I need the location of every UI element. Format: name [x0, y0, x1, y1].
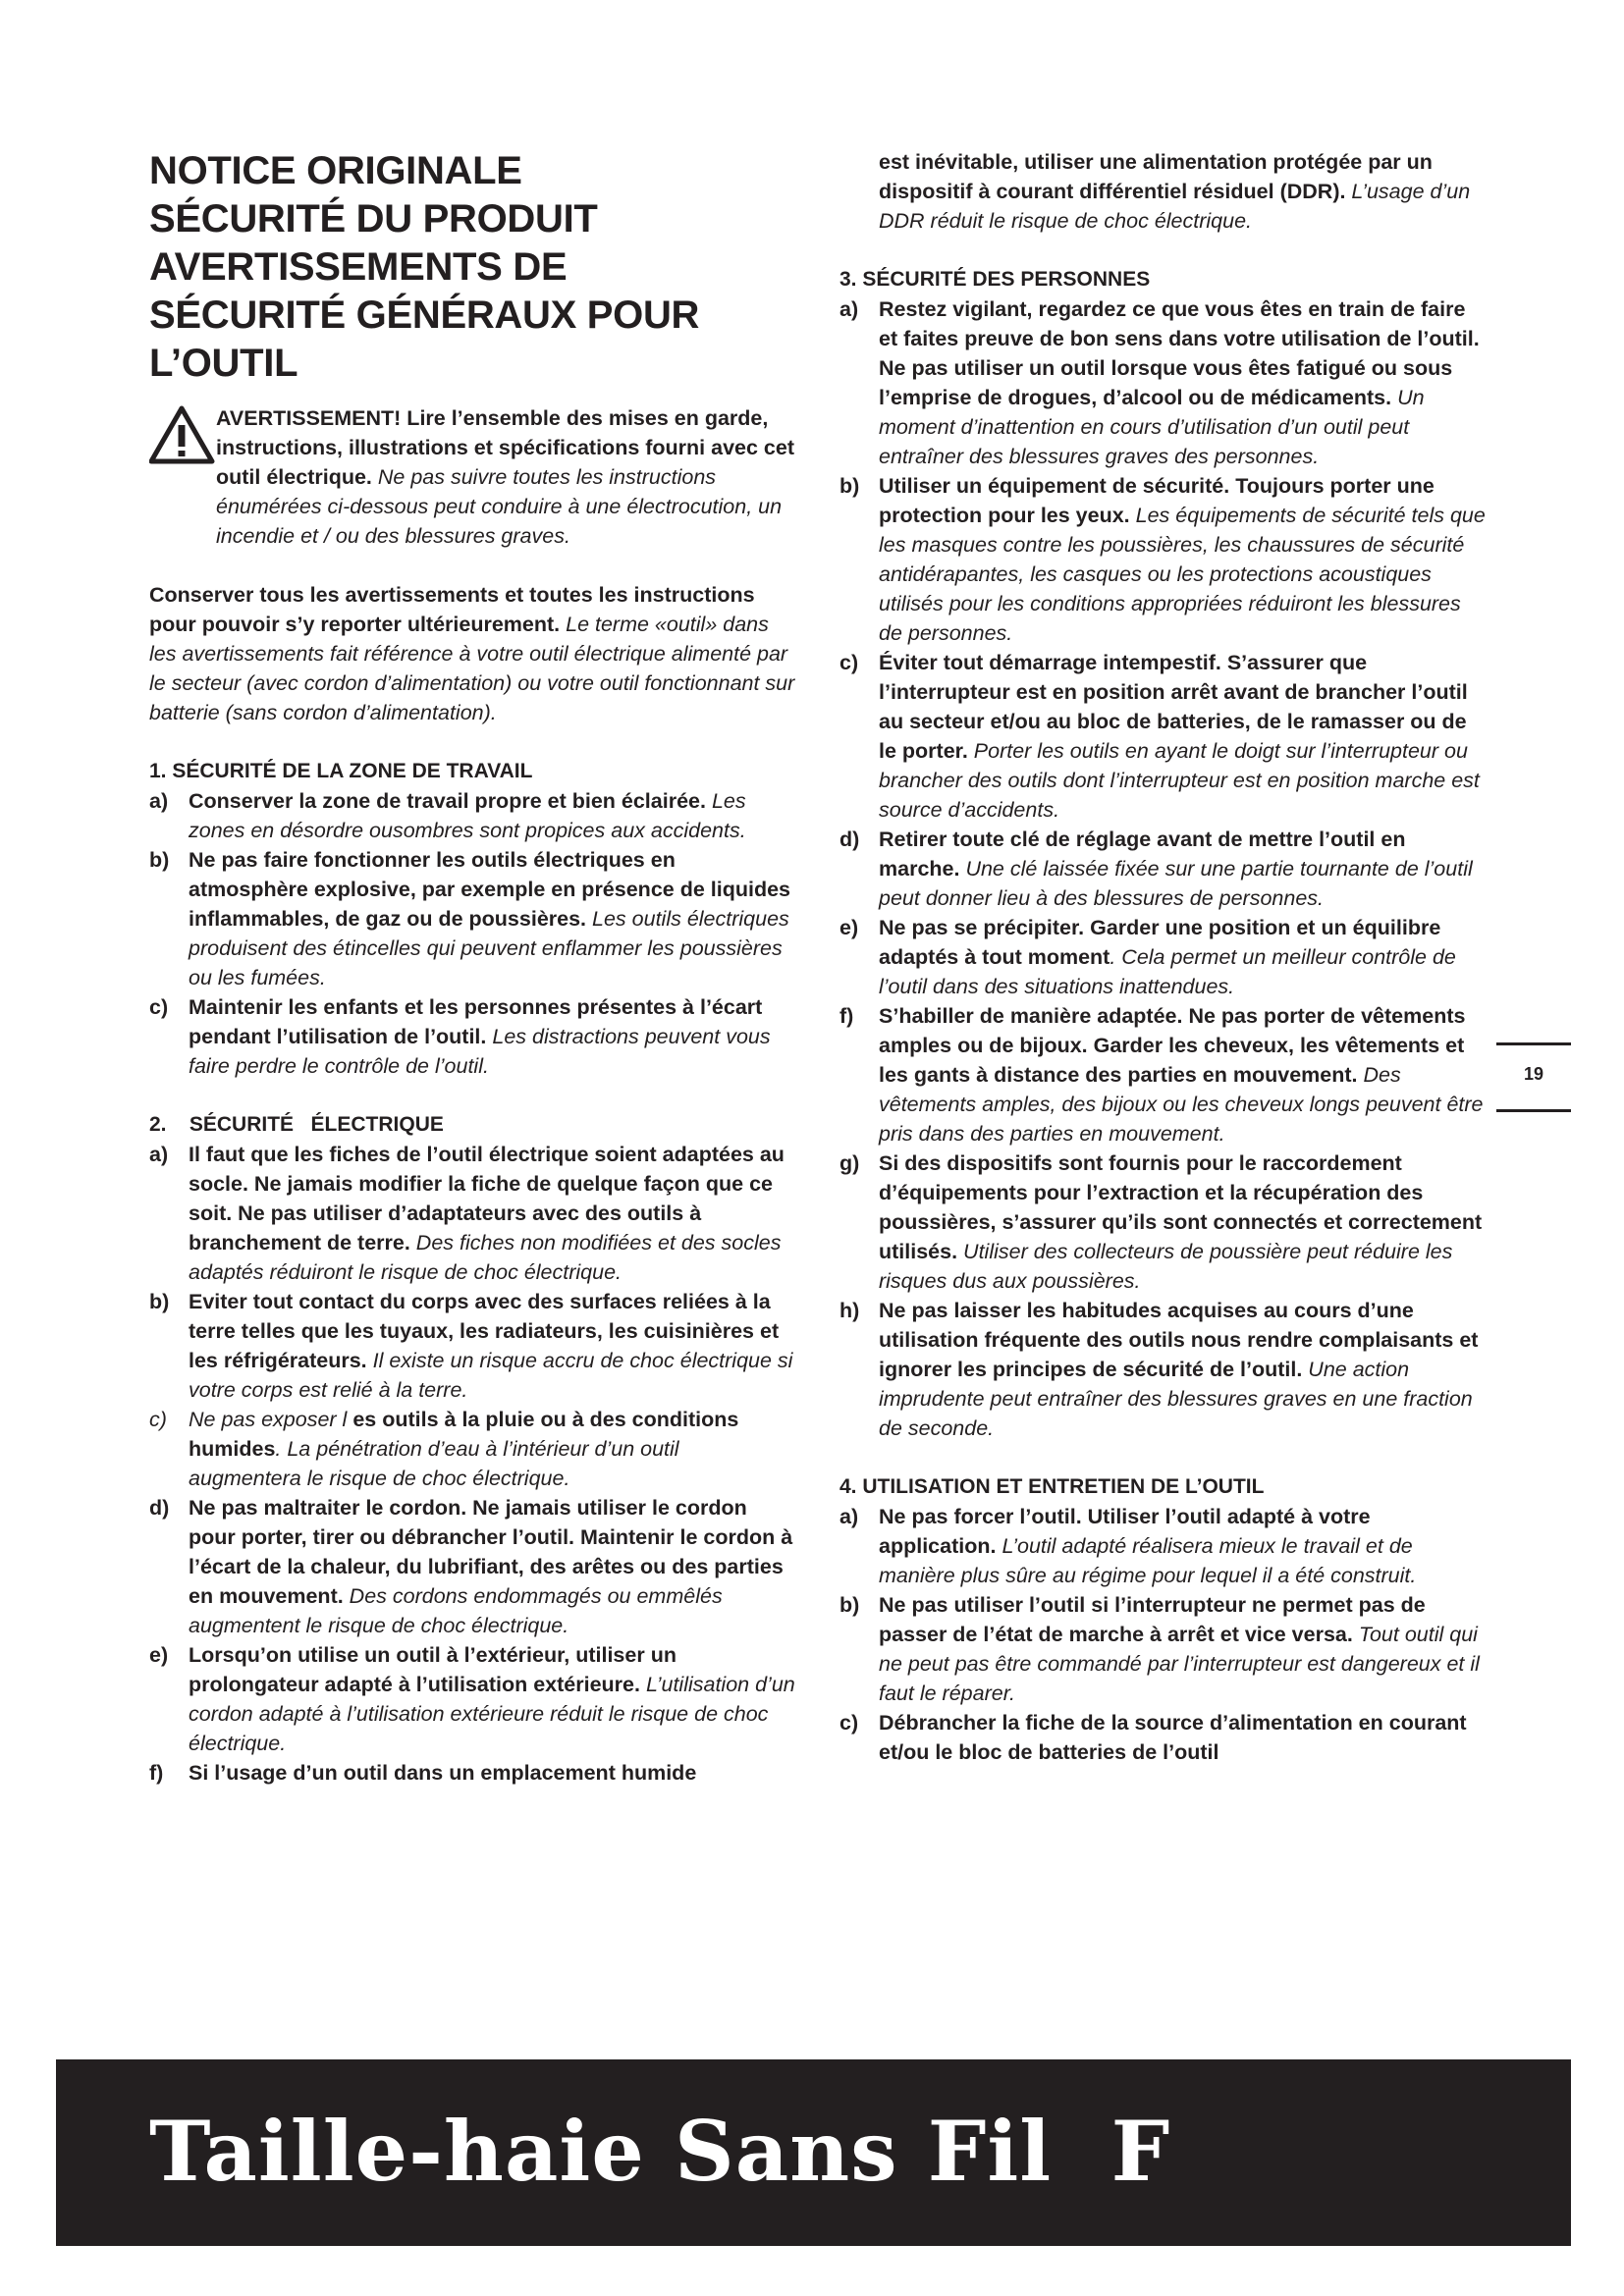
list-item-explanation: Une action imprudente peut entraîner des blessures graves en une fraction de seconde. [879, 1358, 1473, 1440]
list-item-instruction: Si des dispositifs sont fournis pour le raccordement d’équipements pour l’extraction et la récupération des poussières, s’assurer qu’ils sont connectés et correctement utilisés. [879, 1151, 1483, 1263]
section-2-list [149, 1140, 797, 1788]
list-item [149, 1640, 797, 1758]
list-item-explanation: Porter les outils en ayant le doigt sur l’interrupteur ou brancher des outils dont l’interrupteur est en position marche est source d’accidents. [879, 739, 1480, 822]
list-item-marker: g) [839, 1151, 860, 1175]
left-column [149, 147, 797, 1788]
list-item-instruction: S’habiller de manière adaptée. Ne pas porter de vêtements amples ou de bijoux. Garder les cheveux, les vêtements et les gants à distance des parties en mouvement. [879, 1004, 1466, 1087]
list-item-instruction: Eviter tout contact du corps avec des surfaces reliées à la terre telles que les tuyaux, les radiateurs, les cuisinières et les réfrigérateurs. [189, 1290, 780, 1372]
warning-triangle-icon [149, 405, 216, 464]
footer-title: Taille-haie Sans Fil F [149, 2103, 1171, 2200]
list-item-explanation: . La pénétration d’eau à l’intérieur d’un outil augmentera le risque de choc électrique. [189, 1437, 679, 1490]
list-item-marker: a) [839, 1505, 859, 1528]
list-item-instruction: Ne pas utiliser l’outil si l’interrupteur ne permet pas de passer de l’état de marche à arrêt et vice versa. [879, 1593, 1426, 1646]
list-item-explanation: L’outil adapté réalisera mieux le travail et de manière plus sûre au régime pour lequel il a été construit. [879, 1534, 1417, 1587]
warning-block [149, 403, 797, 551]
list-item [149, 1758, 797, 1788]
list-item-explanation: Une clé laissée fixée sur une partie tournante de l’outil peut donner lieu à des blessures de personnes. [879, 857, 1473, 910]
list-item-marker: b) [839, 474, 860, 498]
list-item [839, 913, 1488, 1001]
list-item [149, 845, 797, 992]
title-line-5: L’OUTIL [149, 342, 298, 385]
list-item-marker: f) [149, 1761, 164, 1785]
list-item [839, 294, 1488, 471]
page-number-rule-bottom [1496, 1109, 1571, 1112]
list-item [839, 825, 1488, 913]
list-item-explanation: Utiliser des collecteurs de poussière peut réduire les risques dus aux poussières. [879, 1240, 1453, 1293]
list-item-instruction: Ne pas forcer l’outil. Utiliser l’outil adapté à votre application. [879, 1505, 1371, 1558]
list-item-instruction: Ne pas faire fonctionner les outils électriques en atmosphère explosive, par exemple en présence de liquides inflammables, de gaz ou de poussières. [189, 848, 791, 931]
list-item-explanation: Des fiches non modifiées et des socles adaptés réduiront le risque de choc électrique. [189, 1231, 782, 1284]
document-title [149, 147, 797, 388]
list-item [839, 1502, 1488, 1590]
list-item-instruction: Ne pas se précipiter. Garder une position et un équilibre adaptés à tout moment [879, 916, 1441, 969]
list-item-marker: c) [839, 1711, 859, 1735]
list-item [839, 471, 1488, 648]
list-item-explanation: Des cordons endommagés ou emmêlés augmentent le risque de choc électrique. [189, 1584, 723, 1637]
list-item-explanation: Les outils électriques produisent des étincelles qui peuvent enflammer les poussières ou les fumées. [189, 907, 789, 989]
list-item [839, 648, 1488, 825]
list-item-marker: a) [149, 1143, 169, 1166]
list-item-lead-text: Ne pas exposer l [189, 1408, 348, 1431]
list-item-instruction: Si l’usage d’un outil dans un emplacement humide [189, 1761, 697, 1785]
footer-banner [56, 2059, 1571, 2246]
section-2-title: 2. SÉCURITÉ ÉLECTRIQUE [149, 1113, 444, 1136]
list-item-explanation: Des vêtements amples, des bijoux ou les cheveux longs peuvent être pris dans des parties en mouvement. [879, 1063, 1484, 1146]
list-item-marker: b) [839, 1593, 860, 1617]
conserve-paragraph: Conserver tous les avertissements et toutes les instructions pour pouvoir s’y reporter ultérieurement. Le terme «outil» dans les avertissements fait référence à votre outil électrique alimenté par le secteur (avec cordon d’alimentation) ou votre outil fonctionnant sur batterie (sans cordon d’alimentation). [149, 583, 795, 724]
list-item-instruction: Retirer toute clé de réglage avant de mettre l’outil en marche. [879, 828, 1406, 881]
list-item-marker: c) [149, 1408, 167, 1431]
list-item-explanation: Les distractions peuvent vous faire perdre le contrôle de l’outil. [189, 1025, 771, 1078]
page-number-rule-top [1496, 1042, 1571, 1045]
list-item [149, 786, 797, 845]
warning-text: AVERTISSEMENT! Lire l’ensemble des mises en garde, instructions, illustrations et spécifications fourni avec cet outil électrique. Ne pas suivre toutes les instructions énumérées ci-dessous peut conduire à une électrocution, un incendie et / ou des blessures graves. [216, 406, 795, 548]
list-item [839, 1708, 1488, 1767]
list-item [839, 1001, 1488, 1148]
continued-item-f: est inévitable, utiliser une alimentation protégée par un dispositif à courant différentiel résiduel (DDR). L’usage d’un DDR réduit le risque de choc électrique. [879, 150, 1471, 233]
section-4-list [839, 1502, 1488, 1767]
section-3-list [839, 294, 1488, 1443]
list-item-instruction: Ne pas laisser les habitudes acquises au cours d’une utilisation fréquente des outils nous rendre complaisants et ignorer les principes de sécurité de l’outil. [879, 1299, 1479, 1381]
list-item-instruction: Ne pas maltraiter le cordon. Ne jamais utiliser le cordon pour porter, tirer ou débrancher l’outil. Maintenir le cordon à l’écart de la chaleur, du lubrifiant, des arêtes ou des parties en mouvement. [189, 1496, 793, 1608]
right-column [839, 147, 1488, 1767]
list-item [149, 1287, 797, 1405]
list-item-explanation: . Cela permet un meilleur contrôle de l’outil dans des situations inattendues. [879, 945, 1456, 998]
list-item-instruction: Il faut que les fiches de l’outil électrique soient adaptées au socle. Ne jamais modifier la fiche de quelque façon que ce soit. Ne pas utiliser d’adaptateurs avec des outils à branchement de terre. [189, 1143, 785, 1255]
list-item-marker: c) [839, 651, 859, 674]
list-item [839, 1590, 1488, 1708]
section-3-title: 3. SÉCURITÉ DES PERSONNES [839, 268, 1151, 291]
list-item [839, 1148, 1488, 1296]
list-item-instruction: Lorsqu’on utilise un outil à l’extérieur, utiliser un prolongateur adapté à l’utilisation extérieure. [189, 1643, 677, 1696]
section-1-title: 1. SÉCURITÉ DE LA ZONE DE TRAVAIL [149, 760, 533, 782]
page-number: 19 [1523, 1064, 1544, 1084]
list-item [149, 1405, 797, 1493]
list-item-explanation: Les équipements de sécurité tels que les masques contre les poussières, les chaussures de sécurité antidérapantes, les casques ou les protections acoustiques utilisés pour les conditions appropriées réduiront les blessures de personnes. [879, 504, 1486, 645]
title-line-2: SÉCURITÉ DU PRODUIT [149, 197, 598, 240]
list-item-explanation: Tout outil qui ne peut pas être commandé par l’interrupteur est dangereux et il faut le réparer. [879, 1623, 1480, 1705]
list-item [149, 992, 797, 1081]
list-item-marker: e) [839, 916, 859, 939]
list-item-marker: c) [149, 995, 169, 1019]
list-item-explanation: L’utilisation d’un cordon adapté à l’utilisation extérieure réduit le risque de choc électrique. [189, 1673, 795, 1755]
list-item-marker: f) [839, 1004, 854, 1028]
title-line-3: AVERTISSEMENTS DE [149, 245, 568, 289]
list-item-marker: b) [149, 1290, 170, 1313]
list-item-instruction: Maintenir les enfants et les personnes présentes à l’écart pendant l’utilisation de l’outil. [189, 995, 763, 1048]
list-item-explanation: Un moment d’inattention en cours d’utilisation d’un outil peut entraîner des blessures graves des personnes. [879, 386, 1425, 468]
list-item-explanation: Il existe un risque accru de choc électrique si votre corps est relié à la terre. [189, 1349, 793, 1402]
list-item-instruction: es outils à la pluie ou à des conditions humides [189, 1408, 739, 1461]
list-item-marker: a) [149, 789, 169, 813]
list-item-marker: d) [149, 1496, 170, 1520]
section-4-title: 4. UTILISATION ET ENTRETIEN DE L’OUTIL [839, 1475, 1265, 1498]
list-item-marker: d) [839, 828, 860, 851]
list-item-instruction: Utiliser un équipement de sécurité. Toujours porter une protection pour les yeux. [879, 474, 1435, 527]
list-item-instruction: Débrancher la fiche de la source d’alimentation en courant et/ou le bloc de batteries de l’outil [879, 1711, 1467, 1764]
title-line-1: NOTICE ORIGINALE [149, 149, 522, 192]
section-1-list [149, 786, 797, 1081]
page-number-marker [1496, 1042, 1571, 1109]
list-item-marker: b) [149, 848, 170, 872]
list-item-marker: a) [839, 297, 859, 321]
list-item [839, 1296, 1488, 1443]
list-item-instruction: Restez vigilant, regardez ce que vous êtes en train de faire et faites preuve de bon sens dans votre utilisation de l’outil. Ne pas utiliser un outil lorsque vous êtes fatigué ou sous l’emprise de drogues, d’alcool ou de médicaments. [879, 297, 1480, 409]
title-line-4: SÉCURITÉ GÉNÉRAUX POUR [149, 294, 700, 337]
list-item-instruction: Éviter tout démarrage intempestif. S’assurer que l’interrupteur est en position arrêt avant de brancher l’outil au secteur et/ou au bloc de batteries, de le ramasser ou de le porter. [879, 651, 1468, 763]
list-item-marker: e) [149, 1643, 169, 1667]
list-item [149, 1493, 797, 1640]
list-item [149, 1140, 797, 1287]
list-item-explanation: Les zones en désordre ousombres sont propices aux accidents. [189, 789, 746, 842]
list-item-marker: h) [839, 1299, 860, 1322]
list-item-instruction: Conserver la zone de travail propre et bien éclairée. [189, 789, 706, 813]
